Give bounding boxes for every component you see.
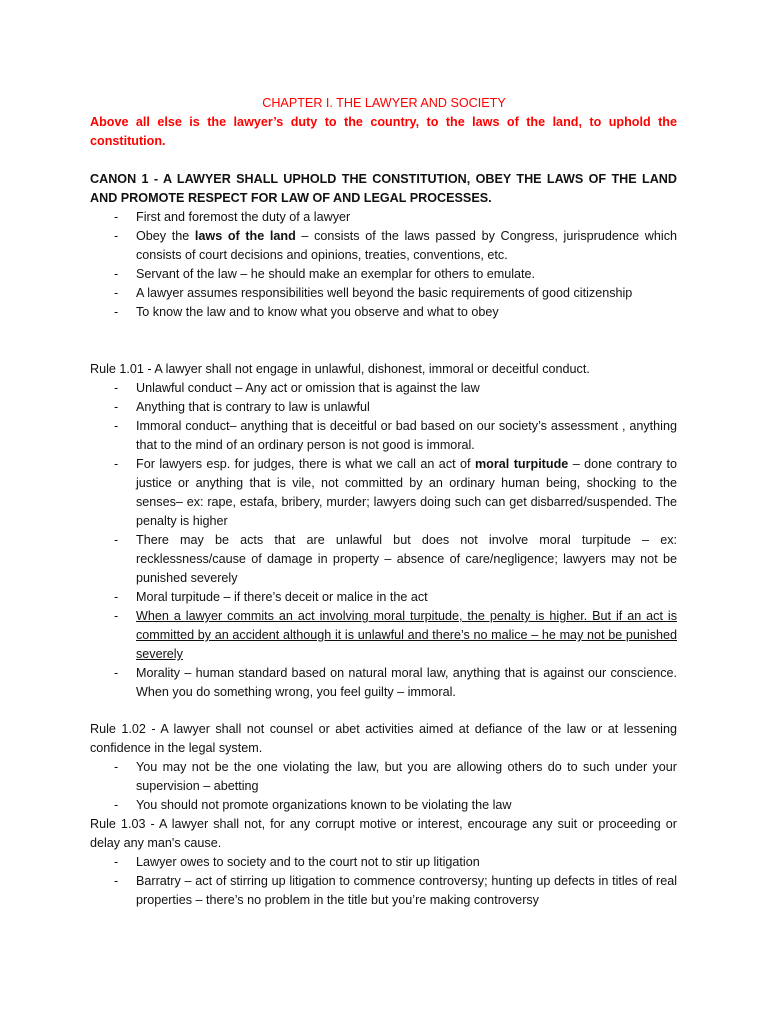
list-item: - You may not be the one violating the law, but you are allowing others do to such under your supervision – abetting (90, 758, 677, 796)
list-item: - Obey the laws of the land – consists of the laws passed by Congress, jurisprudence which consists of court decisions and opinions, treaties, conventions, etc. (90, 227, 677, 265)
rule-1-02-list (90, 758, 677, 815)
list-item: - For lawyers esp. for judges, there is what we call an act of moral turpitude – done contrary to justice or anything that is vile, not committed by an ordinary human being, shocking to the senses– ex: rape, estafa, bribery, murder; lawyers doing such can get disbarred/suspended. The penalty is higher (90, 455, 677, 531)
list-item: - Servant of the law – he should make an exemplar for others to emulate. (90, 265, 677, 284)
list-item: - A lawyer assumes responsibilities well beyond the basic requirements of good citizenship (90, 284, 677, 303)
list-item: - Immoral conduct– anything that is deceitful or bad based on our society’s assessment , anything that to the mind of an ordinary person is not good is immoral. (90, 417, 677, 455)
bold-term: moral turpitude (474, 457, 569, 471)
bold-term: laws of the land (194, 229, 296, 243)
list-item: - To know the law and to know what you observe and what to obey (90, 303, 677, 322)
canon-1-heading: CANON 1 - A LAWYER SHALL UPHOLD THE CONSTITUTION, OBEY THE LAWS OF THE LAND AND PROMOTE RESPECT FOR LAW OF AND LEGAL PROCESSES. (90, 172, 677, 205)
canon-1-list (90, 208, 677, 322)
list-item: - Moral turpitude – if there’s deceit or malice in the act (90, 588, 677, 607)
list-item: - Lawyer owes to society and to the court not to stir up litigation (90, 853, 677, 872)
intro-statement: Above all else is the lawyer’s duty to the country, to the laws of the land, to uphold the constitution. (90, 115, 677, 148)
list-item: - There may be acts that are unlawful but does not involve moral turpitude – ex: recklessness/cause of damage in property – absence of care/negligence; lawyers may not be punished severely (90, 531, 677, 588)
list-item: - Unlawful conduct – Any act or omission that is against the law (90, 379, 677, 398)
rule-1-03: Rule 1.03 - A lawyer shall not, for any corrupt motive or interest, encourage any suit or proceeding or delay any man's cause. (90, 817, 677, 850)
rule-1-01: Rule 1.01 - A lawyer shall not engage in unlawful, dishonest, immoral or deceitful conduct. (90, 362, 590, 376)
list-item: - When a lawyer commits an act involving moral turpitude, the penalty is higher. But if an act is committed by an accident although it is unlawful and there’s no malice – he may not be punished severely (90, 607, 677, 664)
list-item: - Morality – human standard based on natural moral law, anything that is against our conscience. When you do something wrong, you feel guilty – immoral. (90, 664, 677, 702)
list-item: - First and foremost the duty of a lawyer (90, 208, 677, 227)
list-item: - You should not promote organizations known to be violating the law (90, 796, 677, 815)
chapter-title: CHAPTER I. THE LAWYER AND SOCIETY (262, 96, 506, 110)
rule-1-03-list (90, 853, 677, 910)
list-item: - Anything that is contrary to law is unlawful (90, 398, 677, 417)
rule-1-02: Rule 1.02 - A lawyer shall not counsel or abet activities aimed at defiance of the law or at lessening confidence in the legal system. (90, 722, 677, 755)
list-item: - Barratry – act of stirring up litigation to commence controversy; hunting up defects in titles of real properties – there’s no problem in the title but you’re making controversy (90, 872, 677, 910)
rule-1-01-list (90, 379, 677, 702)
